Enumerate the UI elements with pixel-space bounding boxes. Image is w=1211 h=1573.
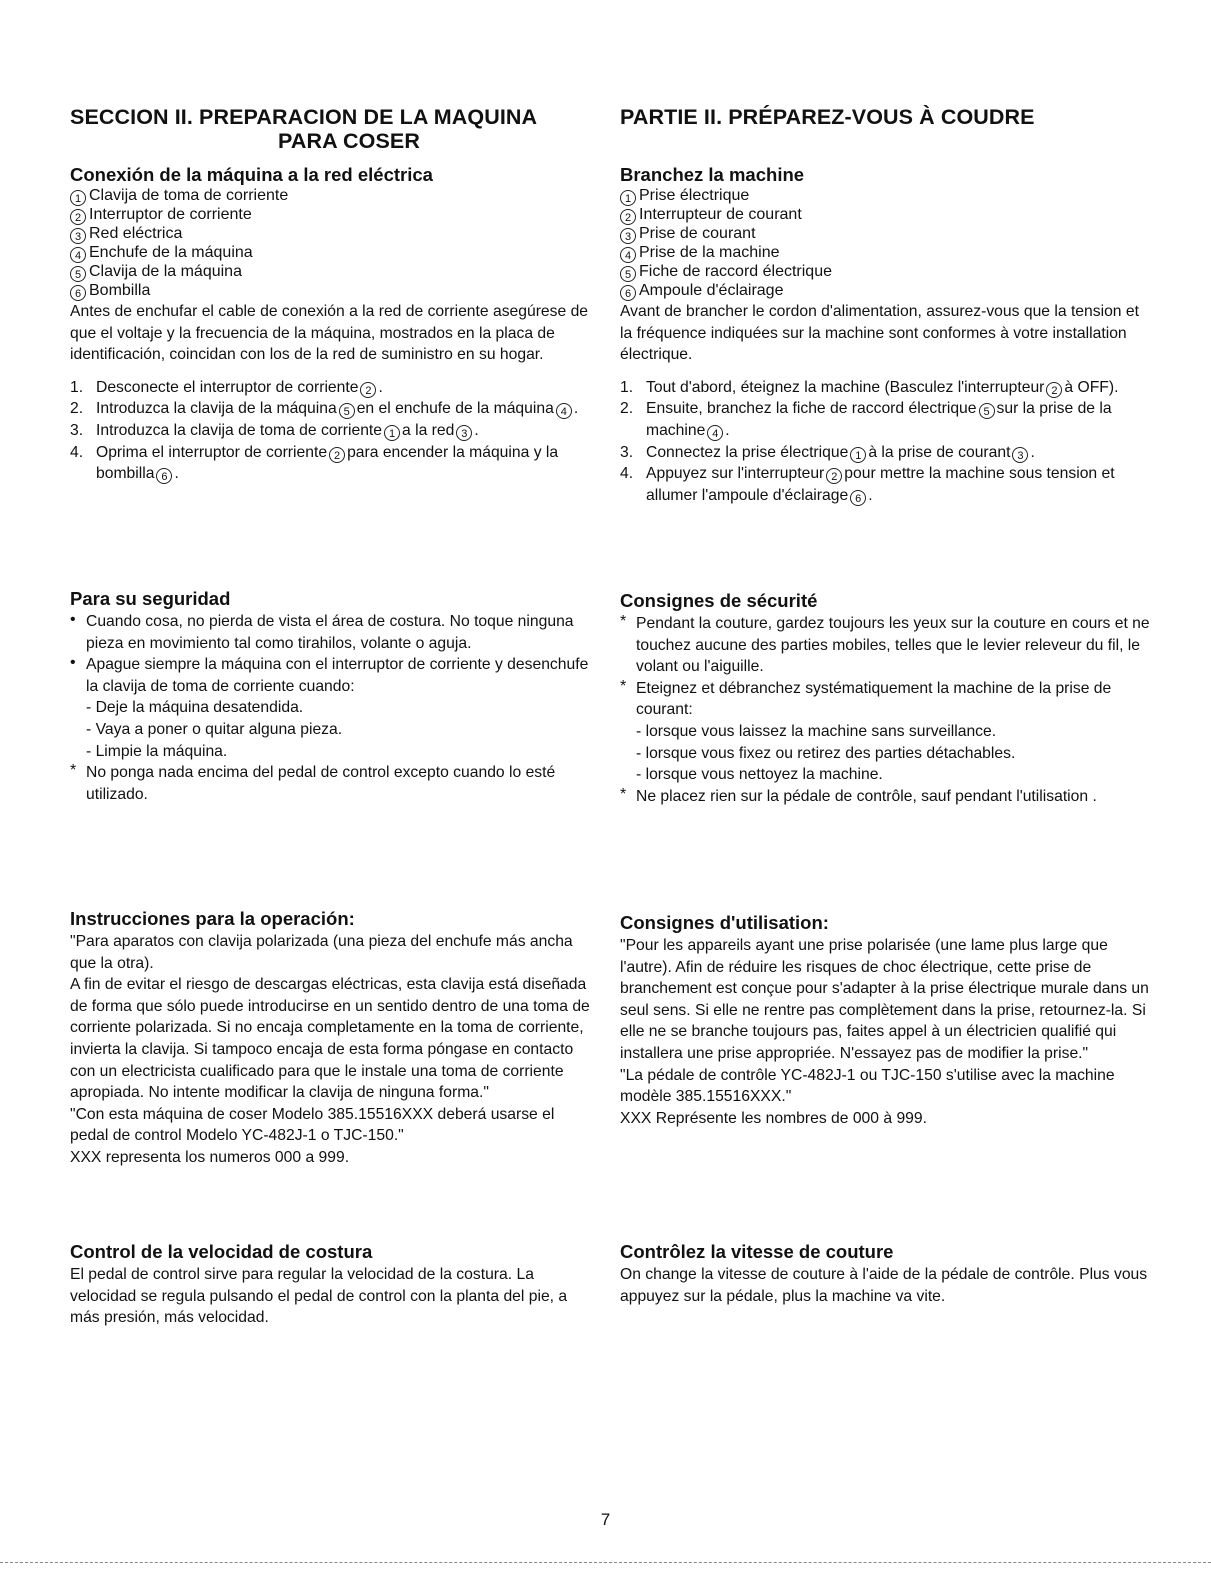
es-operacion-heading: Instrucciones para la operación: [70,908,355,929]
es-legend-item: 6 Bombilla [70,282,595,301]
es-title-line1: SECCION II. PREPARACION DE LA MAQUINA [70,105,538,129]
es-legend-item: 2 Interruptor de corriente [70,206,595,225]
fr-securite-heading: Consignes de sécurité [620,590,818,611]
es-legend-item: 4 Enchufe de la máquina [70,244,595,263]
fr-vitesse-heading: Contrôlez la vitesse de couture [620,1241,894,1262]
fr-step: 4. Appuyez sur l'interrupteur 2 pour mettre la machine sous tension et allumer l'ampoule d'éclairage 6 . [620,465,1115,505]
fr-legend-item: 5 Fiche de raccord électrique [620,263,1150,282]
fr-safety-sub: - lorsque vous fixez ou retirez des parties détachables. [636,744,1016,762]
fr-vitesse-section [620,1240,1150,1307]
es-velocidad-section [70,1240,595,1329]
fr-legend-item: 1 Prise électrique [620,187,1150,206]
fr-step: 2. Ensuite, branchez la fiche de raccord électrique 5 sur la prise de la machine 4 . [620,400,1112,440]
es-conexion-heading: Conexión de la máquina a la red eléctrica [70,164,433,185]
fr-vitesse-p1: On change la vitesse de couture à l'aide de la pédale de contrôle. Plus vous appuyez sur la pédale, plus la machine va vite. [620,1266,1148,1305]
es-legend-item: 1 Clavija de toma de corriente [70,187,595,206]
fr-safety-sub: - lorsque vous nettoyez la machine. [636,766,883,784]
es-safety-sub: - Vaya a poner o quitar alguna pieza. [86,720,343,738]
fr-branchez-section [620,163,1150,506]
es-legend-list [70,187,595,301]
es-velocidad-p1: El pedal de control sirve para regular la velocidad de la costura. La velocidad se regula pulsando el pedal de control con la planta del pie, a más presión, más velocidad. [70,1266,568,1327]
es-conexion-intro: Antes de enchufar el cable de conexión a la red de corriente asegúrese de que el voltaje y la frecuencia de la máquina, mostrados en la placa de identificación, coincidan con los de la red de suministro en su hogar. [70,303,589,364]
es-safety-sub: - Deje la máquina desatendida. [86,699,304,717]
fr-safety-item: * Eteignez et débranchez systématiquement la machine de la prise de courant: [620,677,1112,719]
es-title-line2: PARA COSER [278,129,420,153]
es-step: 3. Introduzca la clavija de toma de corriente 1 a la red 3 . [70,421,479,440]
fr-safety-sub: - lorsque vous laissez la machine sans surveillance. [636,722,997,740]
es-operacion-p1: "Para aparatos con clavija polarizada (una pieza del enchufe más ancha que la otra). [70,933,573,972]
es-conexion-section [70,163,595,485]
es-seguridad-heading: Para su seguridad [70,588,231,609]
fr-legend-item: 4 Prise de la machine [620,244,1150,263]
fr-utilisation-section [620,911,1150,1129]
es-velocidad-heading: Control de la velocidad de costura [70,1241,373,1262]
es-step: 4. Oprima el interruptor de corriente 2 para encender la máquina y la bombilla 6 . [70,443,559,484]
fr-utilisation-p2: "La pédale de contrôle YC-482J-1 ou TJC-150 s'utilise avec la machine modèle 385.15516XXX." [620,1066,1115,1106]
fr-legend-list [620,187,1150,301]
fr-legend-item: 3 Prise de courant [620,225,1150,244]
fr-utilisation-p1: "Pour les appareils ayant une prise polarisée (une lame plus large que l'autre). Afin de réduire les risques de choc électrique, cette prise de branchement est conçue pour s'adapter à la prise électrique murale dans un seul sens. Si elle ne rentre pas complètement dans la prise, retournez-la. Si elle ne se branche toujours pas, faites appel à un électricien qualifié qui installera une prise appropriée. N'essayez pas de modifier la prise." [620,937,1149,1062]
fr-branchez-heading: Branchez la machine [620,164,805,185]
es-seguridad-section [70,587,595,805]
fr-utilisation-heading: Consignes d'utilisation: [620,912,829,933]
fr-securite-section [620,589,1150,807]
fr-step: 1. Tout d'abord, éteignez la machine (Basculez l'interrupteur 2 à OFF). [620,378,1119,397]
es-operacion-p4: XXX representa los numeros 000 a 999. [70,1148,350,1166]
fr-utilisation-p3: XXX Représente les nombres de 000 à 999. [620,1109,927,1127]
es-safety-item: * No ponga nada encima del pedal de control excepto cuando lo esté utilizado. [70,762,556,803]
es-safety-item: • Cuando cosa, no pierda de vista el área de costura. No toque ninguna pieza en movimiento tal como tirahilos, volante o aguja. [70,611,574,652]
fr-safety-item: * Ne placez rien sur la pédale de contrôle, sauf pendant l'utilisation . [620,785,1097,805]
fr-steps-list [620,377,1150,507]
fr-legend-item: 2 Interrupteur de courant [620,206,1150,225]
es-legend-item: 3 Red eléctrica [70,225,595,244]
es-section-title [70,105,595,153]
fr-section-title [620,105,1150,129]
es-legend-item: 5 Clavija de la máquina [70,263,595,282]
es-operacion-p2: A fin de evitar el riesgo de descargas eléctricas, esta clavija está diseñada de forma que sólo puede introducirse en un sentido dentro de una toma de corriente polarizada. Si no encaja completamente en la toma de corriente, invierta la clavija. Si tampoco encaja de esta forma póngase en contacto con un electricista cualificado para que le instale una toma de corriente apropiada. No intente modificar la clavija de ninguna forma." [70,976,590,1102]
es-step: 2. Introduzca la clavija de la máquina 5 en el enchufe de la máquina 4 . [70,400,579,419]
es-operacion-p3: "Con esta máquina de coser Modelo 385.15516XXX deberá usarse el pedal de control Modelo YC-482J-1 o TJC-150." [70,1105,555,1145]
page-number: 7 [600,1510,611,1529]
es-safety-sub: - Limpie la máquina. [86,742,228,760]
fr-legend-item: 6 Ampoule d'éclairage [620,282,1150,301]
fr-branchez-intro: Avant de brancher le cordon d'alimentation, assurez-vous que la tension et la fréquence indiquées sur la machine sont conformes à votre installation électrique. [620,303,1139,364]
fr-step: 3. Connectez la prise électrique 1 à la prise de courant 3 . [620,443,1035,462]
fr-title: PARTIE II. PRÉPAREZ-VOUS À COUDRE [620,105,1035,129]
es-steps-list [70,377,595,485]
es-step: 1. Desconecte el interruptor de corriente 2 . [70,378,383,397]
page-bottom-rule [0,1562,1211,1563]
es-operacion-section [70,907,595,1169]
fr-safety-item: * Pendant la couture, gardez toujours les yeux sur la couture en cours et ne touchez aucune des parties mobiles, telles que le levier releveur du fil, le volant ou l'aiguille. [620,613,1150,676]
es-safety-item: • Apague siempre la máquina con el interruptor de corriente y desenchufe la clavija de toma de corriente cuando: [70,654,589,695]
